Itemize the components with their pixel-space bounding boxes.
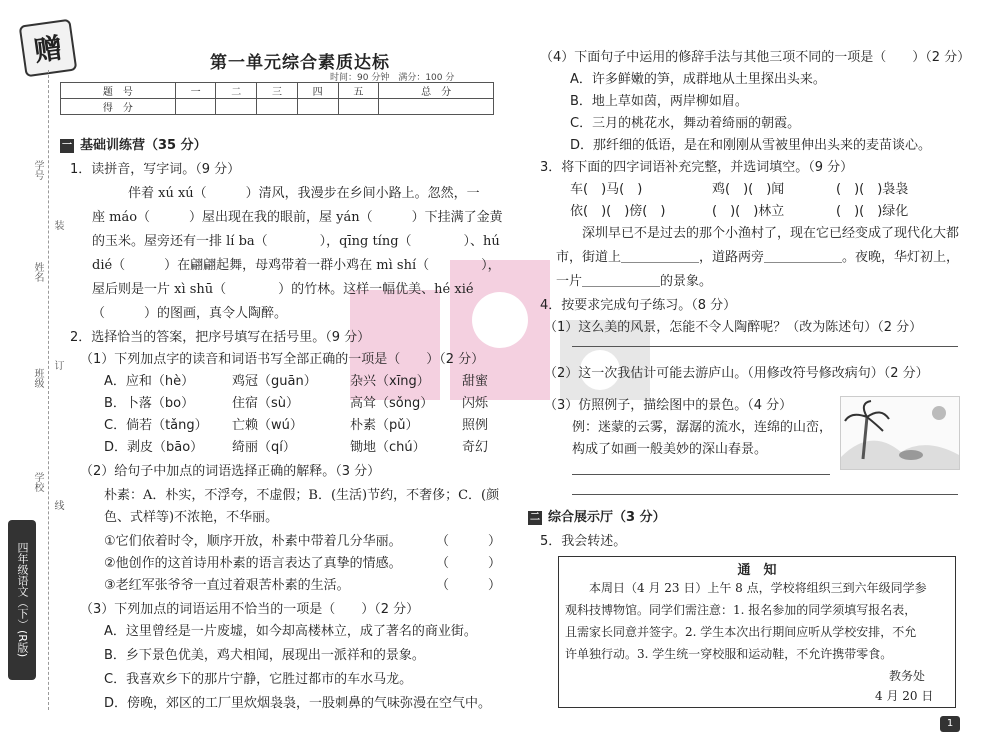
option-item: C．我喜欢乡下的那片宁静，它胜过都市的车水马龙。	[104, 672, 413, 687]
example-line: 例：迷蒙的云雾，潺潺的流水，连绵的山峦，	[572, 420, 833, 435]
table-cell: 题 号	[61, 83, 176, 99]
section-title: 综合展示厅（3 分）	[548, 510, 666, 525]
score-input-cell[interactable]	[216, 99, 257, 115]
table-cell: 四	[297, 83, 338, 99]
q2-part-3: （3）下列加点的词语运用不恰当的一项是（ ）（2 分）	[80, 602, 420, 617]
definition-line: 朴素：A．朴实，不浮夸，不虚假；B．(生活)节约，不奢侈；C．(颜	[104, 488, 500, 503]
option-cell: 杂兴（xīng）	[350, 374, 430, 389]
question-5-head: 5．我会转述。	[540, 534, 627, 549]
score-table	[60, 82, 494, 115]
exam-meta: 时间：90 分钟 满分：100 分	[330, 73, 455, 83]
margin-label-name: 姓名	[32, 262, 43, 282]
question-2-head: 2．选择恰当的答案，把序号填写在括号里。（9 分）	[70, 330, 371, 345]
answer-line[interactable]	[572, 346, 958, 347]
question-1-head: 1．读拼音，写字词。（9 分）	[70, 162, 241, 177]
notice-line: 本周日（4 月 23 日）上午 8 点，学校将组织三到六年级同学参	[589, 581, 927, 595]
option-item: C．三月的桃花水，舞动着绮丽的朝霞。	[570, 116, 801, 131]
notice-line: 许单独行动。3. 学生统一穿校服和运动鞋，不允许携带零食。	[565, 647, 893, 661]
q2-part-2: （2）给句子中加点的词语选择正确的解释。（3 分）	[80, 464, 381, 479]
answer-paren[interactable]: （ ）	[436, 578, 502, 593]
notice-line: 观科技博物馆。同学们需注意：1. 报名参加的同学须填写报名表，	[565, 603, 917, 617]
option-cell: 鸡冠（guān）	[232, 374, 317, 389]
table-cell: 五	[338, 83, 379, 99]
answer-paren[interactable]: （ ）	[436, 556, 502, 571]
table-cell: 三	[257, 83, 298, 99]
page-title: 第一单元综合素质达标	[210, 53, 390, 73]
answer-line[interactable]	[572, 474, 830, 475]
q1-line: 屋后则是一片 xì shū（ ）的竹林。这样一幅优美、hé xié	[92, 282, 474, 297]
score-input-cell[interactable]	[379, 99, 494, 115]
option-cell: 高耸（sǒng）	[350, 396, 434, 411]
q1-line: 的玉米。屋旁还有一排 lí ba（ ），qīng tíng（ ）、hú	[92, 234, 500, 249]
score-table-header-row	[61, 83, 494, 99]
question-4-head: 4．按要求完成句子练习。（8 分）	[540, 298, 737, 313]
section-number: 一	[62, 139, 72, 151]
q1-line: （ ）的图画，真令人陶醉。	[92, 306, 288, 321]
option-item: B．地上草如茵，两岸柳如眉。	[570, 94, 748, 109]
section-number: 二	[530, 511, 540, 523]
landscape-illustration	[840, 396, 960, 470]
option-cell: 住宿（sù）	[232, 396, 300, 411]
option-cell: 闪烁	[462, 396, 489, 411]
score-input-cell[interactable]	[257, 99, 298, 115]
q4-sub-1: （1）这么美的风景，怎能不令人陶醉呢？（改为陈述句）（2 分）	[544, 320, 923, 335]
margin-mark-1: 装	[52, 220, 63, 230]
grade-subject-badge: 四年级语文（下）(R版)	[8, 520, 36, 680]
q1-line: dié（ ）在翩翩起舞，母鸡带着一群小鸡在 mì shí（ ），	[92, 258, 501, 273]
sentence-item: ③老红军张爷爷一直过着艰苦朴素的生活。	[104, 578, 350, 593]
table-cell: 得 分	[61, 99, 176, 115]
definition-line: 色、式样等)不浓艳，不华丽。	[104, 510, 279, 525]
question-3-head: 3．将下面的四字词语补充完整，并选词填空。（9 分）	[540, 160, 854, 175]
idiom-blank[interactable]: 依( )( )傍( )	[570, 204, 666, 219]
option-item: D．傍晚，郊区的工厂里炊烟袅袅，一股刺鼻的气味弥漫在空气中。	[104, 696, 492, 711]
option-cell: 甜蜜	[462, 374, 489, 389]
option-item: A．许多鲜嫩的笋，成群地从土里探出头来。	[570, 72, 826, 87]
idiom-blank[interactable]: 鸡( )( )闻	[712, 182, 785, 197]
fill-paragraph-line[interactable]: 一片＿＿＿＿＿＿的景象。	[556, 274, 713, 289]
q1-line: 伴着 xú xú（ ）清风，我漫步在乡间小路上。忽然，一	[128, 186, 480, 201]
option-cell: 亡赖（wú）	[232, 418, 303, 433]
option-item: B．乡下景色优美，鸡犬相闻，展现出一派祥和的景象。	[104, 648, 425, 663]
margin-mark-3: 线	[52, 500, 63, 510]
option-cell: B．卜落（bo）	[104, 396, 195, 411]
page-number: 1	[940, 716, 960, 732]
option-item: A．这里曾经是一片废墟，如今却高楼林立，成了著名的商业街。	[104, 624, 477, 639]
option-cell: 照例	[462, 418, 489, 433]
notice-date: 4 月 20 日	[875, 689, 934, 703]
option-cell: 绮丽（qí）	[232, 440, 296, 455]
section-heading-display	[528, 506, 666, 525]
table-cell: 一	[175, 83, 216, 99]
notice-line: 且需家长同意并签字。2. 学生本次出行期间应听从学校安排，不允	[565, 625, 917, 639]
section-heading-basic	[60, 134, 207, 153]
option-cell: D．剥皮（bāo）	[104, 440, 204, 455]
sentence-item: ①它们依着时令，顺序开放，朴素中带着几分华丽。	[104, 534, 402, 549]
q1-line: 座 máo（ ）屋出现在我的眼前，屋 yán（ ）下挂满了金黄	[92, 210, 503, 225]
idiom-blank[interactable]: ( )( )袅袅	[836, 182, 909, 197]
margin-label-school: 学校	[32, 472, 43, 492]
answer-paren[interactable]: （ ）	[436, 534, 502, 549]
binding-line	[48, 70, 49, 710]
table-cell: 二	[216, 83, 257, 99]
example-line: 构成了如画一般美妙的深山春景。	[572, 442, 768, 457]
score-input-cell[interactable]	[338, 99, 379, 115]
score-input-cell[interactable]	[175, 99, 216, 115]
table-cell: 总 分	[379, 83, 494, 99]
q2-part-1: （1）下列加点字的读音和词语书写全部正确的一项是（ ）（2 分）	[80, 352, 485, 367]
notice-signature: 教务处	[889, 669, 926, 683]
margin-mark-2: 订	[52, 360, 63, 370]
margin-label-id: 学号	[32, 160, 43, 180]
idiom-blank[interactable]: 车( )马( )	[570, 182, 643, 197]
q4-sub-2: （2）这一次我估计可能去游庐山。（用修改符号修改病句）（2 分）	[544, 366, 929, 381]
option-cell: C．倘若（tǎng）	[104, 418, 208, 433]
option-cell: 锄地（chú）	[350, 440, 426, 455]
score-input-cell[interactable]	[297, 99, 338, 115]
idiom-blank[interactable]: ( )( )林立	[712, 204, 785, 219]
q4-sub-3: （3）仿照例子，描绘图中的景色。（4 分）	[544, 398, 793, 413]
idiom-blank[interactable]: ( )( )绿化	[836, 204, 909, 219]
option-item: D．那纤细的低语，是在和刚刚从雪被里伸出头来的麦苗谈心。	[570, 138, 932, 153]
margin-label-class: 班级	[32, 368, 43, 388]
notice-box	[558, 556, 956, 708]
answer-line[interactable]	[572, 494, 958, 495]
fill-paragraph-line: 深圳早已不是过去的那个小渔村了，现在它已经变成了现代化大都	[582, 226, 960, 241]
sentence-item: ②他创作的这首诗用朴素的语言表达了真挚的情感。	[104, 556, 402, 571]
gift-badge: 赠	[19, 19, 78, 78]
option-cell: A．应和（hè）	[104, 374, 195, 389]
section-title: 基础训练营（35 分）	[80, 138, 207, 153]
q2-part-4: （4）下面句子中运用的修辞手法与其他三项不同的一项是（ ）（2 分）	[540, 50, 971, 65]
score-table-score-row	[61, 99, 494, 115]
notice-title: 通 知	[737, 563, 777, 578]
option-cell: 朴素（pǔ）	[350, 418, 419, 433]
fill-paragraph-line[interactable]: 市，街道上＿＿＿＿＿＿，道路两旁＿＿＿＿＿＿。夜晚，华灯初上，	[556, 250, 960, 265]
option-cell: 奇幻	[462, 440, 489, 455]
